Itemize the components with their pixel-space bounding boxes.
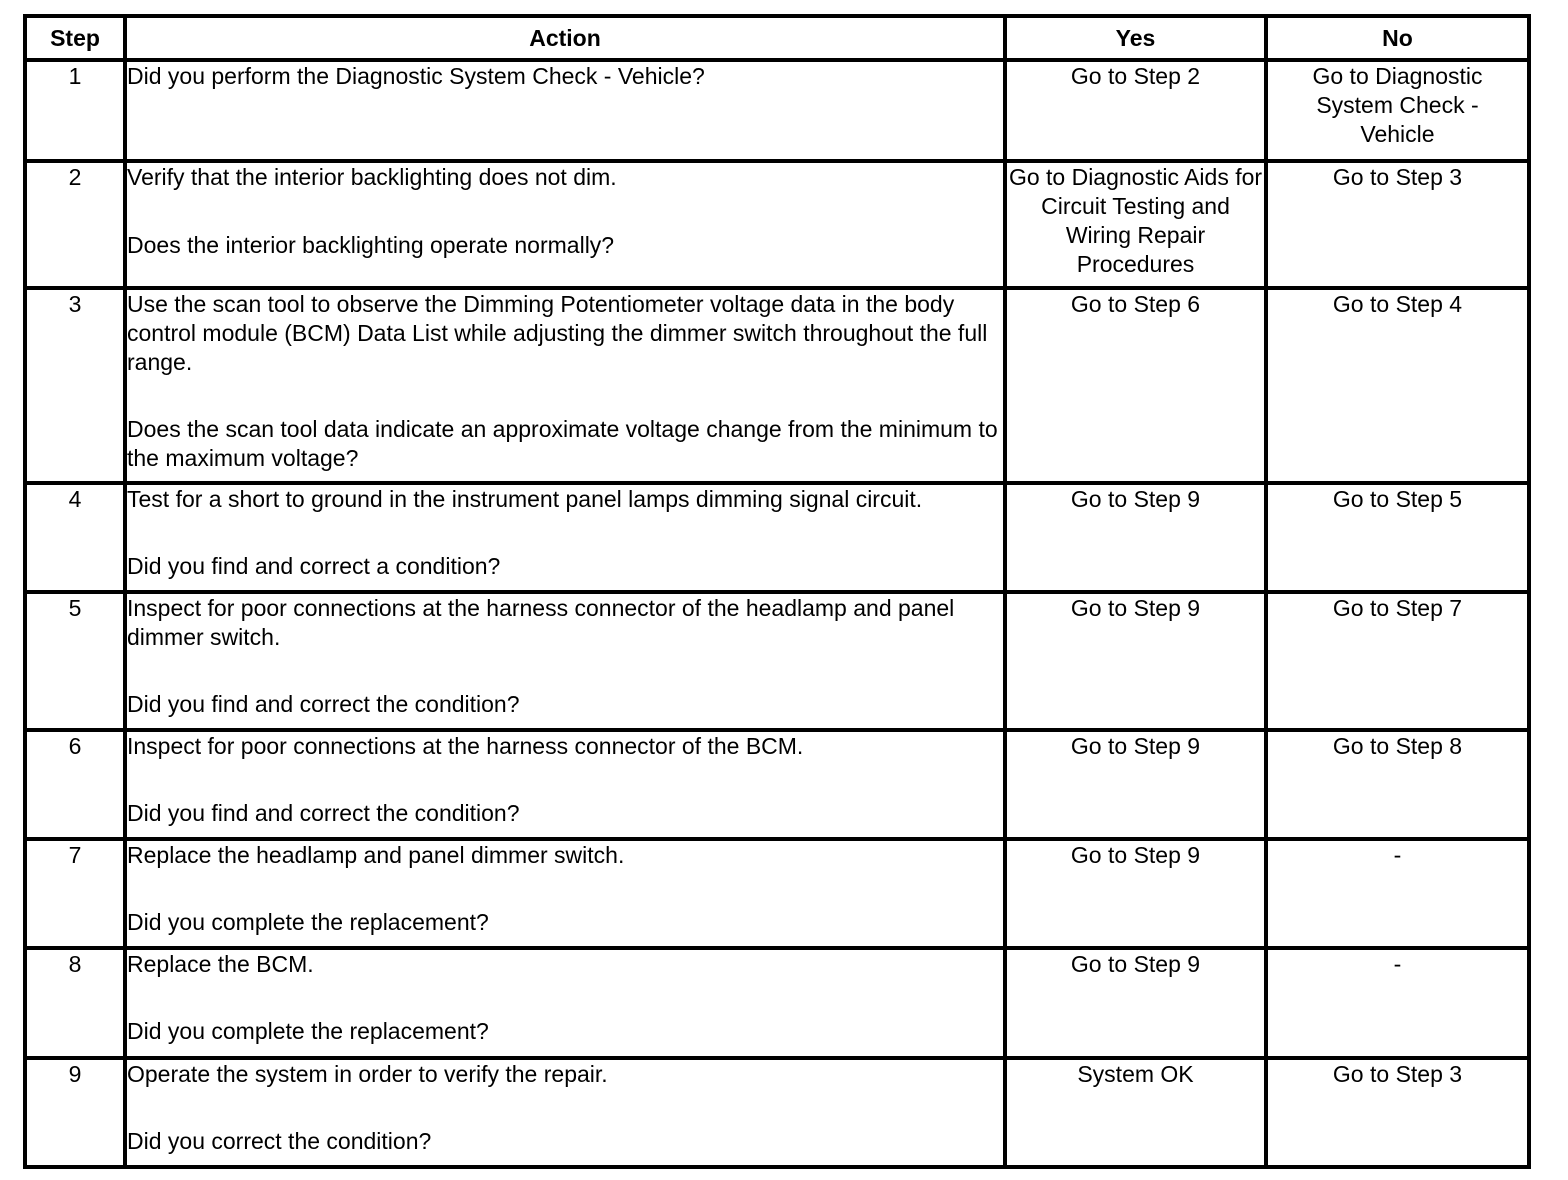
table-row: [25, 60, 1529, 161]
no-result: -: [1266, 948, 1529, 1058]
table-row: [25, 948, 1529, 1058]
table-row: [25, 1058, 1529, 1167]
action-text: Operate the system in order to verify the repair.: [127, 1061, 608, 1087]
action-text: Replace the headlamp and panel dimmer switch.: [127, 842, 625, 868]
action-question: Did you correct the condition?: [127, 1128, 432, 1154]
table-row: [25, 592, 1529, 730]
action-question: Did you find and correct the condition?: [127, 800, 520, 826]
no-result: Go to Step 5: [1266, 483, 1529, 592]
action-text: Replace the BCM.: [127, 951, 314, 977]
no-result: Go to Step 3: [1266, 1058, 1529, 1167]
step-number: 6: [25, 730, 125, 839]
no-result: Go to Step 3: [1266, 161, 1529, 288]
no-result: Go to Step 4: [1266, 288, 1529, 483]
action-text: Use the scan tool to observe the Dimming Potentiometer voltage data in the body control module (BCM) Data List while adjusting the dimmer switch throughout the full range.: [127, 291, 994, 375]
yes-result: Go to Step 9: [1005, 948, 1266, 1058]
yes-result: Go to Step 9: [1005, 592, 1266, 730]
action-cell: [125, 730, 1005, 839]
header-step: Step: [25, 16, 125, 60]
action-cell: [125, 948, 1005, 1058]
action-text: Test for a short to ground in the instrument panel lamps dimming signal circuit.: [127, 486, 923, 512]
yes-result: Go to Step 2: [1005, 60, 1266, 161]
step-number: 2: [25, 161, 125, 288]
action-question: Did you complete the replacement?: [127, 1018, 489, 1044]
diagnostic-table: [23, 14, 1531, 1169]
step-number: 5: [25, 592, 125, 730]
action-text: Inspect for poor connections at the harness connector of the headlamp and panel dimmer switch.: [127, 595, 961, 650]
action-cell: [125, 161, 1005, 288]
action-text: Inspect for poor connections at the harness connector of the BCM.: [127, 733, 804, 759]
yes-result: Go to Step 9: [1005, 839, 1266, 948]
header-yes: Yes: [1005, 16, 1266, 60]
action-text: Verify that the interior backlighting does not dim.: [127, 164, 617, 190]
header-no: No: [1266, 16, 1529, 60]
action-cell: [125, 1058, 1005, 1167]
no-result: Go to Step 8: [1266, 730, 1529, 839]
step-number: 9: [25, 1058, 125, 1167]
yes-result: Go to Step 6: [1005, 288, 1266, 483]
action-cell: [125, 288, 1005, 483]
action-text: Did you perform the Diagnostic System Check - Vehicle?: [127, 63, 705, 89]
table-row: [25, 288, 1529, 483]
step-number: 8: [25, 948, 125, 1058]
no-result: Go to Step 7: [1266, 592, 1529, 730]
header-action: Action: [125, 16, 1005, 60]
action-question: Did you find and correct a condition?: [127, 553, 501, 579]
no-result: Go to Diagnostic System Check - Vehicle: [1266, 60, 1529, 161]
action-question: Does the interior backlighting operate normally?: [127, 232, 615, 258]
table-row: [25, 483, 1529, 592]
action-question: Did you complete the replacement?: [127, 909, 489, 935]
yes-result: Go to Step 9: [1005, 730, 1266, 839]
yes-result: System OK: [1005, 1058, 1266, 1167]
action-cell: [125, 483, 1005, 592]
action-question: Does the scan tool data indicate an approximate voltage change from the minimum to the maximum voltage?: [127, 416, 998, 471]
action-cell: [125, 60, 1005, 161]
table-row: [25, 161, 1529, 288]
step-number: 4: [25, 483, 125, 592]
table-row: [25, 839, 1529, 948]
action-cell: [125, 592, 1005, 730]
no-result: -: [1266, 839, 1529, 948]
yes-result: Go to Diagnostic Aids for Circuit Testing and Wiring Repair Procedures: [1005, 161, 1266, 288]
step-number: 3: [25, 288, 125, 483]
step-number: 1: [25, 60, 125, 161]
action-question: Did you find and correct the condition?: [127, 691, 520, 717]
header-row: [25, 16, 1529, 60]
table-row: [25, 730, 1529, 839]
yes-result: Go to Step 9: [1005, 483, 1266, 592]
step-number: 7: [25, 839, 125, 948]
action-cell: [125, 839, 1005, 948]
